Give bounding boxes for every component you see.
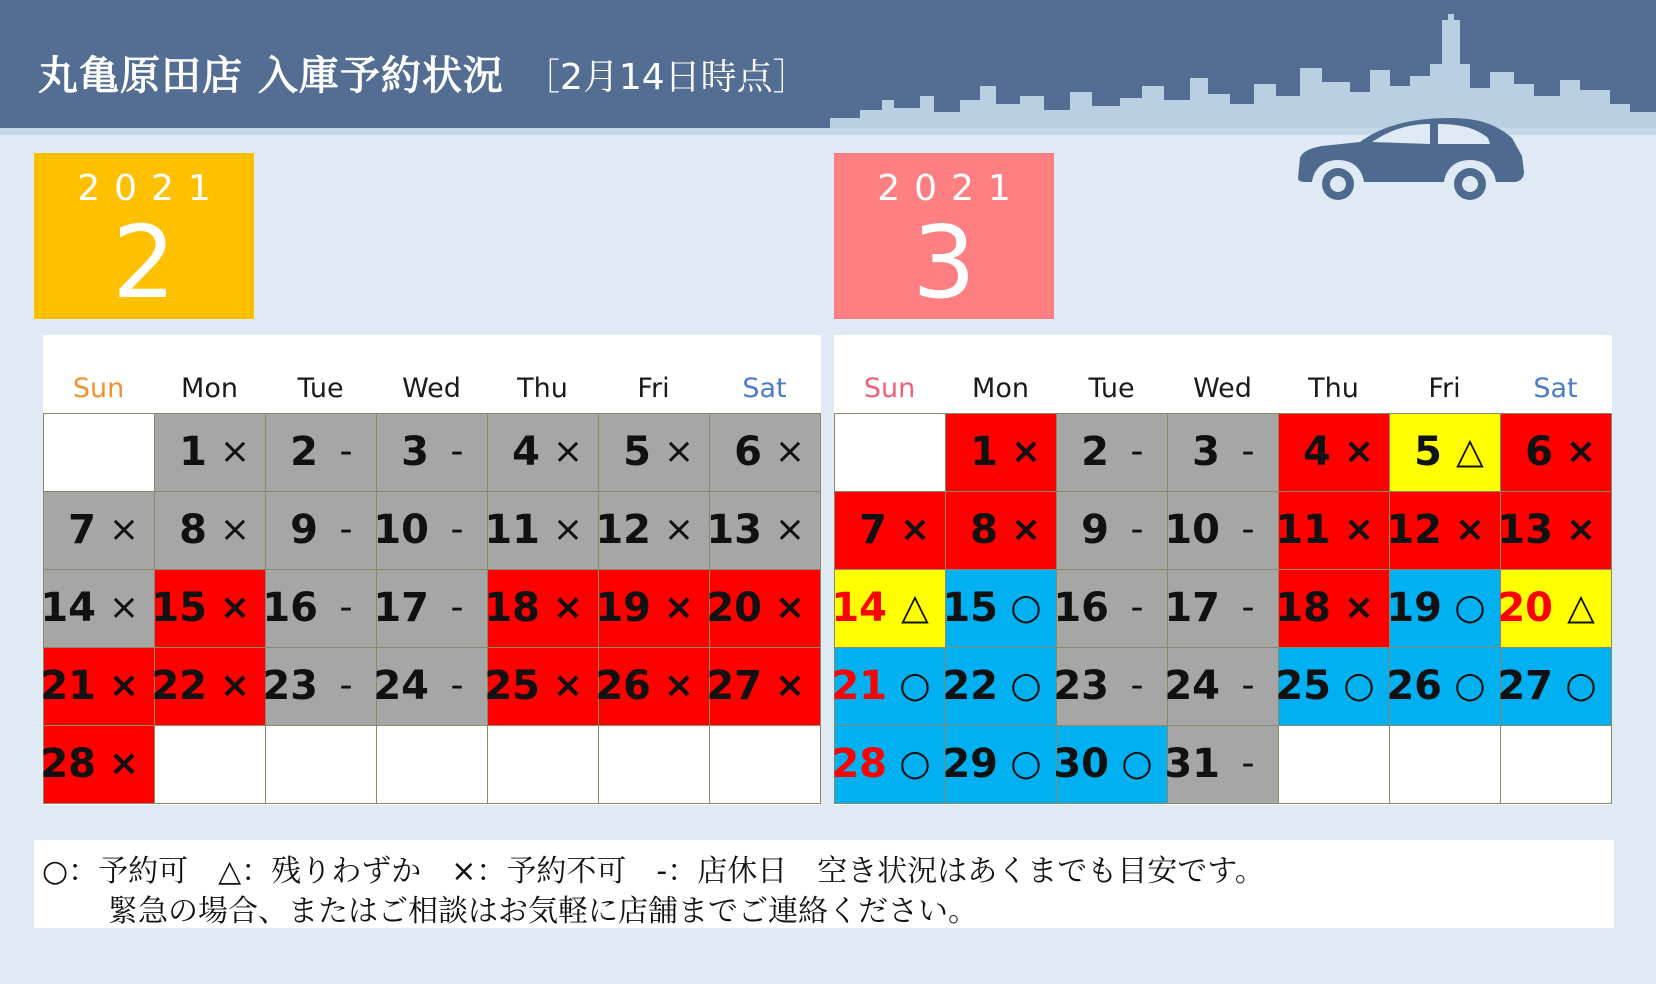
availability-mark: △	[1456, 431, 1484, 472]
weekday-fri: Fri	[1428, 373, 1461, 404]
availability-mark: -	[450, 431, 464, 472]
availability-mark: ×	[774, 665, 806, 706]
day-cell	[706, 491, 821, 570]
weekday-header	[43, 335, 821, 413]
availability-mark: ×	[899, 509, 931, 550]
empty-day-cell	[487, 725, 599, 804]
day-cell	[1164, 725, 1279, 804]
availability-mark: ○	[1565, 665, 1597, 706]
day-number: 11	[484, 507, 540, 553]
day-number: 28	[40, 741, 96, 787]
day-cell	[373, 491, 488, 570]
availability-mark: ×	[108, 743, 140, 784]
availability-mark: △	[1567, 587, 1595, 628]
day-cell	[706, 647, 821, 726]
day-number: 10	[1164, 507, 1220, 553]
day-number: 22	[151, 663, 207, 709]
month-badge-feb	[34, 153, 254, 319]
day-number: 21	[831, 663, 887, 709]
empty-day-cell	[376, 725, 488, 804]
availability-mark: -	[450, 587, 464, 628]
availability-mark: ×	[1454, 509, 1486, 550]
day-cell	[43, 491, 155, 570]
day-cell	[831, 569, 946, 648]
day-number: 14	[40, 585, 96, 631]
day-cell	[1500, 413, 1612, 492]
day-cell	[942, 569, 1057, 648]
day-number: 30	[1053, 741, 1109, 787]
day-cell	[1053, 569, 1168, 648]
availability-mark: ×	[108, 665, 140, 706]
availability-mark: ×	[1010, 431, 1042, 472]
day-number: 4	[512, 429, 540, 475]
empty-day-cell	[43, 413, 155, 492]
day-number: 23	[262, 663, 318, 709]
day-number: 14	[831, 585, 887, 631]
day-number: 16	[1053, 585, 1109, 631]
availability-mark: ○	[1010, 743, 1042, 784]
day-cell	[265, 491, 377, 570]
day-cell	[1497, 647, 1612, 726]
availability-mark: -	[1130, 587, 1144, 628]
weekday-tue: Tue	[1088, 373, 1135, 404]
availability-mark: ○	[899, 743, 931, 784]
day-number: 13	[706, 507, 762, 553]
availability-mark: -	[1130, 509, 1144, 550]
day-number: 24	[373, 663, 429, 709]
legend-box	[34, 840, 1614, 928]
day-number: 3	[1192, 429, 1220, 475]
day-number: 5	[1414, 429, 1442, 475]
legend-text: ○：予約可 △：残りわずか ×：予約不可 -：店休日 空き状況はあくまでも目安です。	[42, 854, 1265, 889]
availability-mark: ×	[108, 587, 140, 628]
day-cell	[40, 725, 155, 804]
year-label: 2021	[77, 168, 225, 209]
day-number: 6	[1525, 429, 1553, 475]
day-cell	[151, 647, 266, 726]
day-number: 22	[942, 663, 998, 709]
day-number: 15	[942, 585, 998, 631]
availability-mark: ×	[1343, 431, 1375, 472]
month-number: 3	[912, 204, 976, 321]
day-number: 25	[484, 663, 540, 709]
availability-mark: -	[1241, 509, 1255, 550]
availability-mark: -	[339, 587, 353, 628]
day-number: 17	[373, 585, 429, 631]
day-cell	[1497, 491, 1612, 570]
day-cell	[1164, 647, 1279, 726]
day-number: 1	[970, 429, 998, 475]
day-number: 29	[942, 741, 998, 787]
availability-mark: -	[1130, 431, 1144, 472]
day-number: 5	[623, 429, 651, 475]
availability-mark: -	[450, 665, 464, 706]
empty-day-cell	[1500, 725, 1612, 804]
weekday-header	[834, 335, 1612, 413]
day-cell	[709, 413, 821, 492]
day-cell	[376, 413, 488, 492]
day-cell	[1278, 413, 1390, 492]
weekday-mon: Mon	[972, 373, 1029, 404]
empty-day-cell	[265, 725, 377, 804]
weekday-mon: Mon	[181, 373, 238, 404]
day-number: 1	[179, 429, 207, 475]
availability-mark: -	[1241, 665, 1255, 706]
store-title: 丸亀原田店 入庫予約状況	[38, 53, 504, 99]
day-number: 8	[179, 507, 207, 553]
availability-mark: -	[450, 509, 464, 550]
day-number: 7	[859, 507, 887, 553]
day-cell	[1386, 491, 1501, 570]
day-grid	[831, 413, 1612, 805]
day-cell	[1275, 647, 1390, 726]
day-number: 19	[595, 585, 651, 631]
availability-mark: ×	[1343, 509, 1375, 550]
month-number: 2	[112, 204, 176, 321]
day-number: 19	[1386, 585, 1442, 631]
availability-mark: ×	[552, 665, 584, 706]
availability-mark: -	[1241, 431, 1255, 472]
availability-mark: -	[1241, 743, 1255, 784]
day-number: 2	[290, 429, 318, 475]
month-badge-mar	[834, 153, 1054, 319]
day-number: 13	[1497, 507, 1553, 553]
day-cell	[484, 647, 599, 726]
day-cell	[1389, 413, 1501, 492]
as-of-date: ［2月14日時点］	[523, 57, 809, 98]
day-cell	[154, 491, 266, 570]
day-cell	[1164, 491, 1279, 570]
day-number: 18	[484, 585, 540, 631]
day-number: 26	[1386, 663, 1442, 709]
day-number: 6	[734, 429, 762, 475]
day-number: 9	[290, 507, 318, 553]
day-cell	[1167, 413, 1279, 492]
day-number: 17	[1164, 585, 1220, 631]
availability-mark: ○	[1454, 587, 1486, 628]
weekday-sat: Sat	[742, 373, 787, 404]
availability-mark: ○	[1010, 587, 1042, 628]
availability-mark: ×	[774, 509, 806, 550]
availability-mark: △	[901, 587, 929, 628]
day-number: 20	[706, 585, 762, 631]
availability-mark: ○	[1121, 743, 1153, 784]
day-number: 9	[1081, 507, 1109, 553]
day-cell	[484, 569, 599, 648]
day-number: 15	[151, 585, 207, 631]
availability-mark: ×	[663, 509, 695, 550]
calendar-mar	[831, 335, 1612, 805]
day-cell	[706, 569, 821, 648]
availability-mark: ×	[663, 665, 695, 706]
day-number: 24	[1164, 663, 1220, 709]
day-cell	[1386, 647, 1501, 726]
day-cell	[40, 569, 155, 648]
day-cell	[265, 413, 377, 492]
day-cell	[831, 725, 946, 804]
year-label: 2021	[877, 168, 1025, 209]
availability-mark: ×	[552, 509, 584, 550]
weekday-tue: Tue	[297, 373, 344, 404]
day-number: 12	[1386, 507, 1442, 553]
empty-day-cell	[834, 413, 946, 492]
day-number: 27	[706, 663, 762, 709]
availability-mark: ×	[219, 665, 251, 706]
day-grid	[40, 413, 821, 805]
day-number: 28	[831, 741, 887, 787]
availability-mark: ×	[663, 587, 695, 628]
day-number: 12	[595, 507, 651, 553]
day-cell	[487, 413, 599, 492]
contact-note: 緊急の場合、またはご相談はお気軽に店舗までご連絡ください。	[108, 894, 978, 929]
day-cell	[1164, 569, 1279, 648]
weekday-fri: Fri	[637, 373, 670, 404]
empty-day-cell	[1278, 725, 1390, 804]
availability-mark: -	[1241, 587, 1255, 628]
empty-day-cell	[154, 725, 266, 804]
availability-mark: ×	[219, 587, 251, 628]
day-cell	[834, 491, 946, 570]
weekday-wed: Wed	[402, 373, 461, 404]
day-cell	[262, 569, 377, 648]
availability-mark: -	[339, 431, 353, 472]
day-cell	[1053, 725, 1168, 804]
empty-day-cell	[598, 725, 710, 804]
weekday-sat: Sat	[1533, 373, 1578, 404]
empty-day-cell	[1389, 725, 1501, 804]
availability-mark: ×	[219, 431, 251, 472]
day-cell	[595, 491, 710, 570]
day-cell	[1497, 569, 1612, 648]
availability-mark: ×	[108, 509, 140, 550]
day-number: 2	[1081, 429, 1109, 475]
availability-mark: -	[1130, 665, 1144, 706]
day-cell	[373, 647, 488, 726]
availability-mark: ×	[552, 431, 584, 472]
day-cell	[945, 413, 1057, 492]
day-cell	[595, 569, 710, 648]
page-title	[38, 44, 809, 104]
day-cell	[1386, 569, 1501, 648]
day-cell	[595, 647, 710, 726]
calendar-feb	[40, 335, 821, 805]
day-number: 16	[262, 585, 318, 631]
availability-mark: ○	[899, 665, 931, 706]
day-cell	[598, 413, 710, 492]
day-number: 20	[1497, 585, 1553, 631]
availability-mark: ×	[1010, 509, 1042, 550]
day-number: 7	[68, 507, 96, 553]
availability-mark: ×	[1343, 587, 1375, 628]
day-number: 23	[1053, 663, 1109, 709]
availability-mark: ○	[1454, 665, 1486, 706]
day-cell	[484, 491, 599, 570]
day-number: 8	[970, 507, 998, 553]
day-number: 27	[1497, 663, 1553, 709]
city-skyline-icon	[830, 0, 1656, 135]
day-cell	[942, 647, 1057, 726]
day-cell	[151, 569, 266, 648]
day-number: 25	[1275, 663, 1331, 709]
day-cell	[1053, 647, 1168, 726]
day-number: 10	[373, 507, 429, 553]
weekday-sun: Sun	[863, 373, 916, 404]
day-number: 18	[1275, 585, 1331, 631]
day-cell	[1056, 413, 1168, 492]
weekday-thu: Thu	[1308, 373, 1359, 404]
availability-mark: ○	[1010, 665, 1042, 706]
weekday-thu: Thu	[517, 373, 568, 404]
weekday-sun: Sun	[72, 373, 125, 404]
empty-day-cell	[709, 725, 821, 804]
availability-mark: -	[339, 509, 353, 550]
availability-mark: ×	[663, 431, 695, 472]
day-number: 3	[401, 429, 429, 475]
day-number: 21	[40, 663, 96, 709]
day-cell	[945, 491, 1057, 570]
day-cell	[1275, 569, 1390, 648]
day-number: 31	[1164, 741, 1220, 787]
availability-mark: ×	[1565, 509, 1597, 550]
day-cell	[831, 647, 946, 726]
day-cell	[40, 647, 155, 726]
day-cell	[1056, 491, 1168, 570]
availability-mark: ×	[774, 431, 806, 472]
day-cell	[1275, 491, 1390, 570]
availability-mark: ×	[774, 587, 806, 628]
day-cell	[942, 725, 1057, 804]
car-icon	[1290, 112, 1530, 204]
day-number: 11	[1275, 507, 1331, 553]
day-cell	[262, 647, 377, 726]
weekday-wed: Wed	[1193, 373, 1252, 404]
day-number: 26	[595, 663, 651, 709]
day-cell	[373, 569, 488, 648]
day-cell	[154, 413, 266, 492]
availability-mark: -	[339, 665, 353, 706]
availability-mark: ○	[1343, 665, 1375, 706]
availability-mark: ×	[1565, 431, 1597, 472]
availability-mark: ×	[219, 509, 251, 550]
day-number: 4	[1303, 429, 1331, 475]
availability-mark: ×	[552, 587, 584, 628]
